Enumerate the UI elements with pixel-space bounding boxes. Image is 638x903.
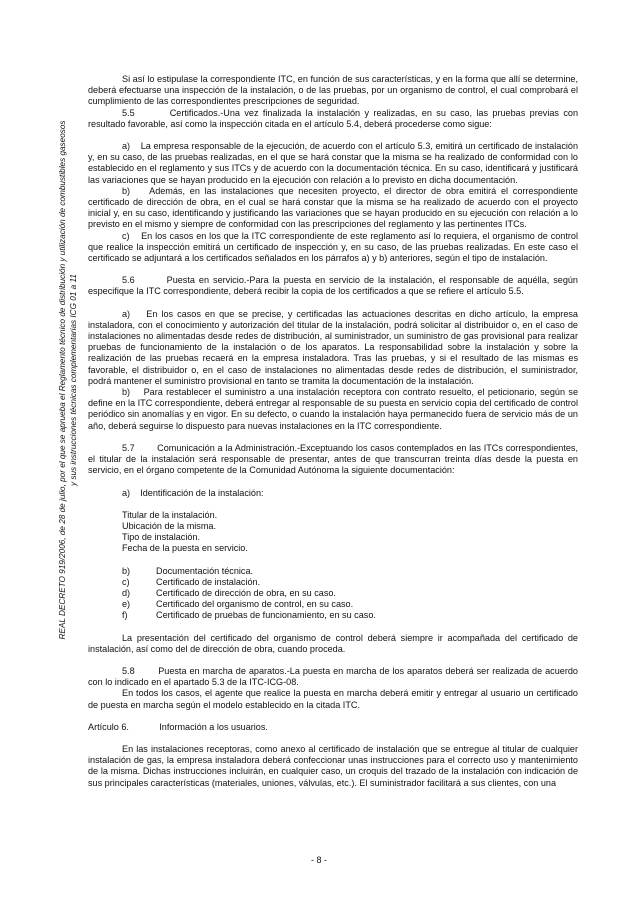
list-item bbox=[122, 577, 578, 588]
article-6-heading: Artículo 6. Información a los usuarios. bbox=[88, 721, 268, 732]
section-5-7: 5.7 Comunicación a la Administración.-Exceptuando los casos contemplados en las ITCs correspondientes, el titular de la instalación será responsable de presentar, antes de que transcurran treinta días desde la puesta en servicio, en el órgano competente de la Comunidad Autónoma la siguiente documentación: bbox=[88, 442, 578, 476]
list-item bbox=[122, 599, 578, 610]
paragraph: La presentación del certificado del organismo de control deberá siempre ir acompañada del certificado de instalación, así como del de dirección de obra, cuando proceda. bbox=[88, 632, 578, 654]
list-item bbox=[122, 566, 578, 577]
list-marker: c) bbox=[122, 576, 130, 587]
list-text: Documentación técnica. bbox=[156, 565, 254, 576]
list-marker: b) bbox=[122, 565, 131, 576]
list-text: Certificado de dirección de obra, en su caso. bbox=[156, 587, 336, 598]
list-marker: d) bbox=[122, 587, 131, 598]
paragraph: c) En los casos en los que la ITC correspondiente de este reglamento así lo requiera, el organismo de control que realice la inspección emitirá un certificado de inspección y, en su caso, de las pruebas realizadas. En este caso el certificado se adjuntará a los certificados señalados en los párrafos a) y b) anteriores, según el tipo de instalación. bbox=[88, 230, 578, 264]
list-heading: a) Identificación de la instalación: bbox=[122, 487, 264, 498]
list-item bbox=[122, 610, 578, 621]
document-body bbox=[88, 74, 578, 789]
list-item: Titular de la instalación. bbox=[122, 509, 218, 520]
section-5-6: 5.6 Puesta en servicio.-Para la puesta en servicio de la instalación, el responsable de aquélla, según especifique la ITC correspondiente, deberá recibir la copia de los certificados a que se refiere el artículo 5.5. bbox=[88, 275, 578, 297]
section-5-5: 5.5 Certificados.-Una vez finalizada la instalación y realizadas, en su caso, las pruebas previas con resultado favorable, así como la inspección citada en el artículo 5.4, deberá procederse como sigue: bbox=[88, 107, 578, 129]
paragraph: En las instalaciones receptoras, como anexo al certificado de instalación que se entregue al titular de cualquier instalación de gas, la empresa instaladora deberá confeccionar unas instrucciones para el correcto uso y mantenimiento de la misma. Dichas instrucciones incluirán, en cualquier caso, un croquis del trazado de la instalación con indicación de sus principales características (materiales, uniones, válvulas, etc.). El suministrador facilitará a sus clientes, con una bbox=[88, 743, 578, 788]
list-item: Ubicación de la misma. bbox=[122, 520, 217, 531]
list-text: Certificado de instalación. bbox=[156, 576, 261, 587]
page-number: - 8 - bbox=[310, 855, 327, 865]
side-header-line2: y sus instrucciones técnicas complementarias ICG 01 a 11 bbox=[68, 274, 78, 486]
list-text: Certificado del organismo de control, en su caso. bbox=[156, 599, 354, 610]
list-item: Fecha de la puesta en servicio. bbox=[122, 543, 248, 554]
paragraph: b) Para restablecer el suministro a una instalación receptora con contrato resuelto, el peticionario, según se define en la ITC correspondiente, deberá entregar al responsable de su puesta en servicio copia del certificado de control periódico sin anomalías y en vigor. En su defecto, o cuando la instalación haya permanecido fuera de servicio más de un año, deberá seguirse lo dispuesto para nuevas instalaciones en la ITC correspondiente. bbox=[88, 387, 578, 431]
paragraph: b) Además, en las instalaciones que necesiten proyecto, el director de obra emitirá el correspondiente certificado de dirección de obra, en el cual se hará constar que la misma se ha realizado de acuerdo con el proyecto inicial y, en su caso, identificando y justificando las variaciones que se hayan producido en su ejecución con relación a lo previsto en el mismo y siempre de conformidad con las prescripciones del reglamento y las pertinentes ITCs. bbox=[88, 185, 578, 230]
paragraph: En todos los casos, el agente que realice la puesta en marcha deberá emitir y entregar al usuario un certificado de puesta en marcha según el modelo establecido en la citada ITC. bbox=[88, 688, 578, 710]
documentation-list bbox=[88, 566, 578, 622]
paragraph: a) En los casos en que se precise, y certificadas las actuaciones descritas en dicho artículo, la empresa instaladora, con el conocimiento y autorización del titular de la instalación, podrá solicitar al distribuidor o, en el caso de instalaciones no alimentadas desde redes de distribución, al suministrador, un suministro de gas provisional para realizar pruebas de funcionamiento de la instalación o de los aparatos. La responsabilidad sobre la instalación y sobre la realización de las pruebas recaerá en la empresa instaladora. Tras las pruebas, y si el resultado de las mismas es favorable, el distribuidor o, en el caso de instalaciones no alimentadas desde redes de distribución, el suministrador, podrá mantener el suministro provisional en tanto se tramita la documentación de la instalación. bbox=[88, 308, 578, 386]
list-item: Tipo de instalación. bbox=[122, 532, 201, 543]
list-marker: f) bbox=[122, 610, 128, 621]
paragraph: Si así lo estipulase la correspondiente ITC, en función de sus características, y en la forma que allí se determine, deberá efectuarse una inspección de la instalación, o de las pruebas, por un organismo de control, el cual comprobará el cumplimiento de las correspondientes prescripciones de seguridad. bbox=[88, 74, 578, 107]
side-header-line1: REAL DECRETO 919/2006, de 28 de julio, por el que se aprueba el Reglamento técnico de distribución y utilización de combustibles gaseosos bbox=[58, 120, 67, 640]
section-5-8: 5.8 Puesta en marcha de aparatos.-La puesta en marcha de los aparatos deberá ser realizada de acuerdo con lo indicado en el apartado 5.3 de la ITC-ICG-08. bbox=[88, 665, 578, 688]
list-item bbox=[122, 588, 578, 599]
side-header bbox=[58, 20, 79, 740]
list-text: Certificado de pruebas de funcionamiento, en su caso. bbox=[156, 610, 376, 621]
paragraph: a) La empresa responsable de la ejecución, de acuerdo con el artículo 5.3, emitirá un certificado de instalación y, en su caso, de las pruebas realizadas, en el que se hará constar que la misma se ha realizado de conformidad con lo establecido en el reglamento y sus ITCs y de acuerdo con la documentación técnica. En su caso, identificará y justificará las variaciones que se hayan producido en la ejecución con relación a lo previsto en dicha documentación. bbox=[88, 141, 578, 185]
list-marker: e) bbox=[122, 599, 131, 610]
identification-list bbox=[88, 510, 578, 555]
